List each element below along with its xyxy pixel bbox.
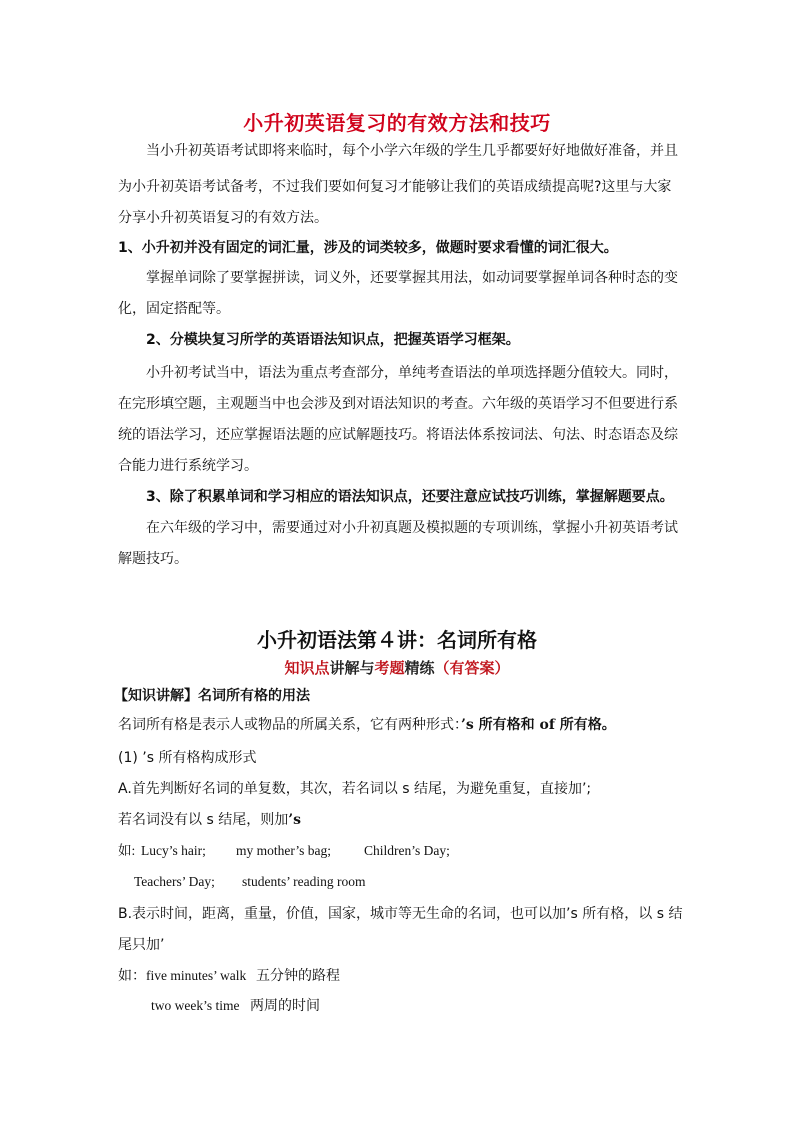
point-3-heading: 3、除了积累单词和学习相应的语法知识点，还要注意应试技巧训练，掌握解题要点。 xyxy=(146,489,674,505)
point-2-body-line-3: 统的语法学习，还应掌握语法题的应试解题技巧。将语法体系按词法、句法、时态语态及综 xyxy=(118,427,678,443)
example-mothers-bag: my mother’s bag; xyxy=(236,843,331,858)
example-teachers-day: Teachers’ Day; xyxy=(134,874,215,889)
point-2-body-line-1: 小升初考试当中，语法为重点考查部分，单纯考查语法的单项选择题分值较大。同时， xyxy=(146,365,678,381)
lesson-subtitle xyxy=(0,657,794,678)
example-reading-room: students’ reading room xyxy=(242,874,366,889)
point-3-body-line-1: 在六年级的学习中，需要通过对小升初真题及模拟题的专项训练，掌握小升初英语考试 xyxy=(146,520,678,536)
example-childrens-day: Children’s Day; xyxy=(364,843,450,858)
item-a-line-1: A.首先判断好名词的单复数，其次，若名词以 s 结尾，为避免重复，直接加’; xyxy=(118,781,592,797)
point-2-body-line-2: 在完形填空题，主观题当中也会涉及到对语法知识的考查。六年级的英语学习不但要进行系 xyxy=(118,396,678,412)
item-1-heading: (1) ’s 所有格构成形式 xyxy=(118,750,257,766)
subtitle-explain: 讲解与 xyxy=(329,659,375,677)
point-3-body-line-2: 解题技巧。 xyxy=(118,551,188,567)
example-minutes-walk-cn: 五分钟的路程 xyxy=(256,968,340,984)
subtitle-practice: 精练 xyxy=(404,659,435,677)
definition-forms: ’s 所有格和 of 所有格。 xyxy=(461,717,616,733)
example-weeks-time-cn: 两周的时间 xyxy=(250,998,320,1014)
definition-text: 名词所有格是表示人或物品的所属关系，它有两种形式： xyxy=(118,717,461,733)
item-a-line-2 xyxy=(118,810,301,830)
example-minutes-walk: five minutes’ walk xyxy=(146,968,247,983)
point-1-body-line-1: 掌握单词除了要掌握拼读，词义外，还要掌握其用法，如动词要掌握单词各种时态的变 xyxy=(146,270,678,286)
example-lucys-hair: Lucy’s hair; xyxy=(141,843,206,858)
point-2-body-line-4: 合能力进行系统学习。 xyxy=(118,458,258,474)
point-1-heading: 1、小升初并没有固定的词汇量，涉及的词类较多，做题时要求看懂的词汇很大。 xyxy=(118,240,618,256)
item-b-line-1: B.表示时间，距离，重量，价值，国家，城市等无生命的名词，也可以加’s 所有格，以 s 结 xyxy=(118,906,683,922)
knowledge-heading: 【知识讲解】名词所有格的用法 xyxy=(114,688,310,704)
item-b-line-2: 尾只加’ xyxy=(118,937,165,953)
item-a-suffix: ’s xyxy=(288,812,301,828)
definition-line xyxy=(118,715,616,735)
intro-line-3: 分享小升初英语复习的有效方法。 xyxy=(118,210,328,226)
subtitle-answers: （有答案） xyxy=(434,659,510,677)
item-a-line-2-text: 若名词没有以 s 结尾，则加 xyxy=(118,812,289,828)
example-label-2: 如： xyxy=(118,968,146,984)
point-1-body-line-2: 化，固定搭配等。 xyxy=(118,301,230,317)
intro-line-1: 当小升初英语考试即将来临时，每个小学六年级的学生几乎都要好好地做好准备，并且 xyxy=(146,143,678,159)
article-title: 小升初英语复习的有效方法和技巧 xyxy=(243,111,551,135)
intro-line-2: 为小升初英语考试备考，不过我们要如何复习才能够让我们的英语成绩提高呢?这里与大家 xyxy=(118,179,672,195)
subtitle-exam: 考题 xyxy=(374,659,405,677)
lesson-title: 小升初语法第４讲：名词所有格 xyxy=(257,628,537,652)
point-2-heading: 2、分模块复习所学的英语语法知识点，把握英语学习框架。 xyxy=(146,332,520,348)
example-weeks-time: two week’s time xyxy=(151,998,240,1013)
example-label-1: 如: xyxy=(118,843,136,858)
subtitle-knowledge: 知识点 xyxy=(284,659,330,677)
